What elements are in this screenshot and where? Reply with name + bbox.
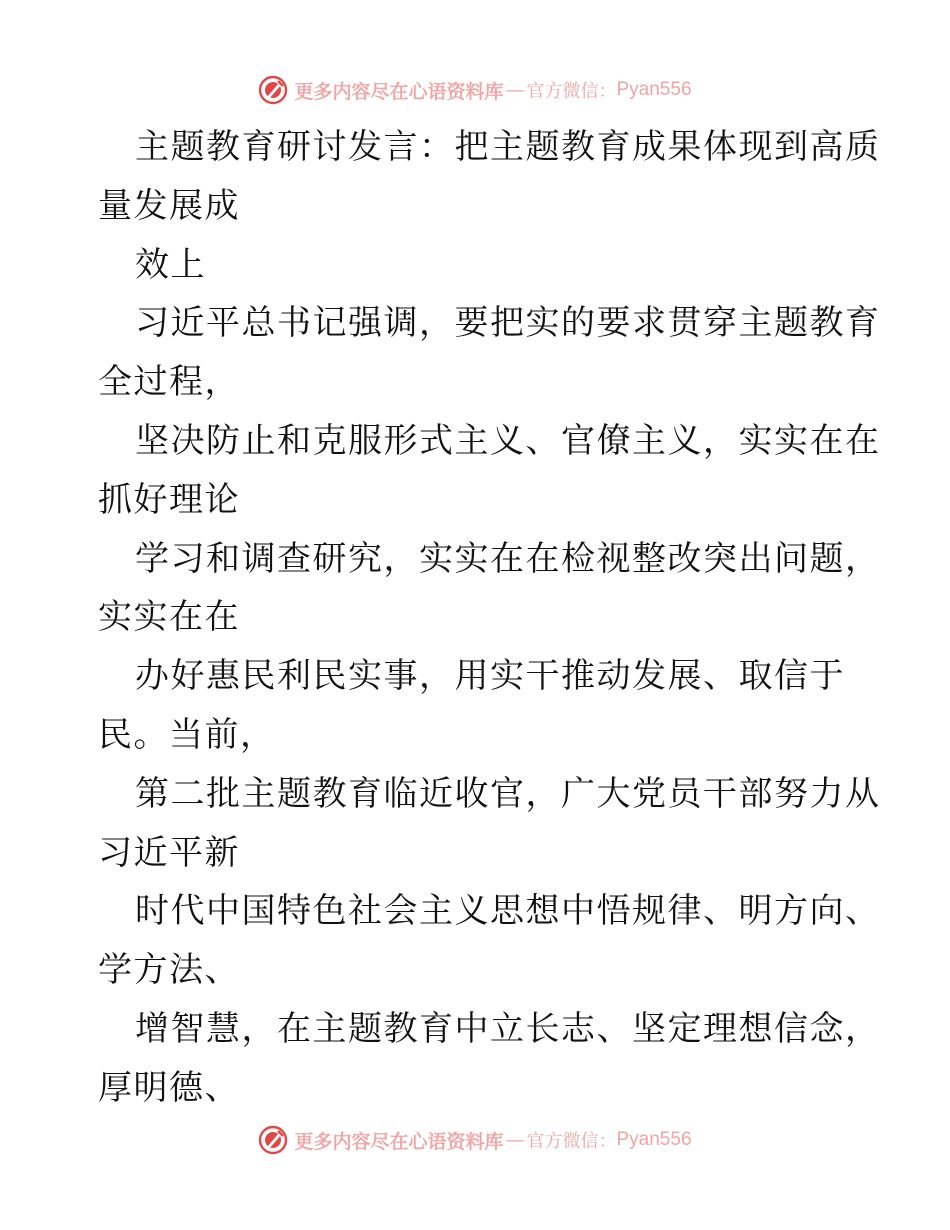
text-line: 全过程，: [98, 362, 240, 403]
footer-watermark: [0, 1120, 950, 1160]
watermark-text: 更多内容尽在心语资料库: [294, 1130, 504, 1153]
watermark-wechat-id: Pyan556: [616, 1129, 692, 1150]
text-line: 习近平总书记强调，要把实的要求贯穿主题教育: [135, 303, 881, 344]
watermark-separator: —: [505, 1129, 525, 1151]
document-body: [98, 118, 881, 1118]
header-watermark: [0, 70, 950, 110]
text-line: 效上: [135, 244, 206, 285]
watermark-separator: —: [505, 79, 525, 101]
watermark-wechat-label: 官方微信：: [526, 81, 617, 102]
text-line: 厚明德、: [98, 1067, 240, 1108]
title-line: 主题教育研讨发言：把主题教育成果体现到高质: [135, 127, 881, 167]
red-seal-pen-icon: [258, 1125, 288, 1155]
text-line: 学方法、: [98, 950, 240, 991]
text-line: 学习和调查研究，实实在在检视整改突出问题，: [135, 538, 881, 579]
text-line: 办好惠民利民实事，用实干推动发展、取信于: [135, 656, 845, 697]
text-line: 坚决防止和克服形式主义、官僚主义，实实在在: [135, 420, 881, 461]
text-line: 民。当前，: [98, 714, 276, 755]
watermark-wechat-label: 官方微信：: [526, 1131, 617, 1152]
text-line: 抓好理论: [98, 479, 240, 520]
text-line: 时代中国特色社会主义思想中悟规律、明方向、: [135, 891, 881, 932]
text-line: 增智慧，在主题教育中立长志、坚定理想信念，: [135, 1008, 881, 1049]
red-seal-pen-icon: [258, 75, 288, 105]
text-line: 习近平新: [98, 832, 240, 873]
text-line: 第二批主题教育临近收官，广大党员干部努力从: [135, 773, 881, 814]
text-line: 实实在在: [98, 597, 240, 638]
watermark-text: 更多内容尽在心语资料库: [294, 80, 504, 103]
title-line-continued: 量发展成: [98, 185, 240, 226]
watermark-wechat-id: Pyan556: [616, 79, 692, 100]
